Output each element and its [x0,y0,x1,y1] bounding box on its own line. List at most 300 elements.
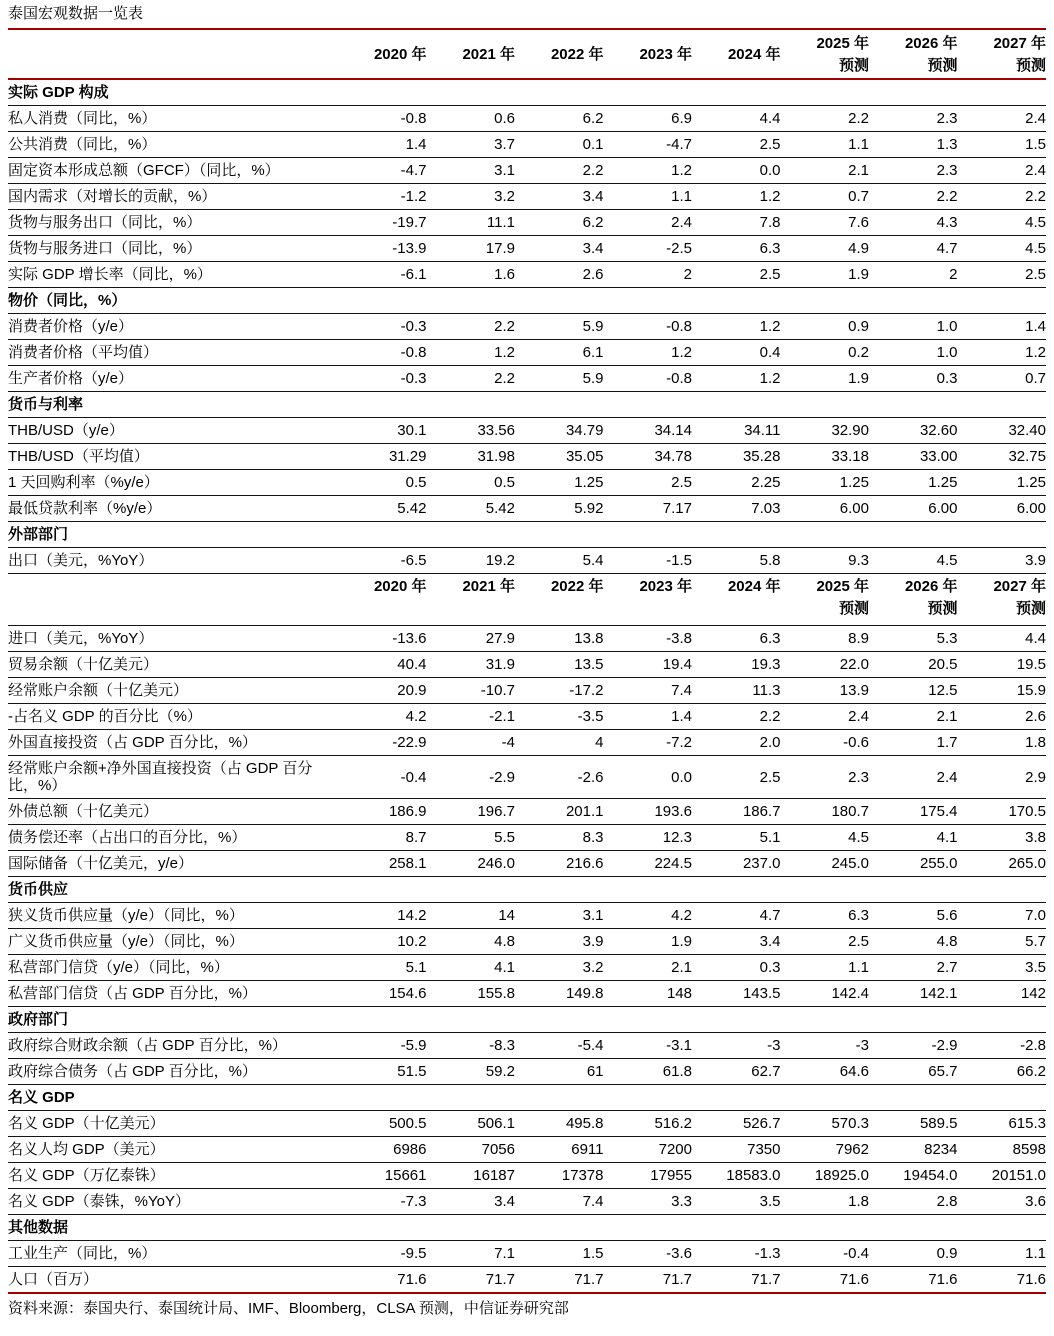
cell-value: -3 [781,1033,870,1059]
section-label: 政府部门 [8,1007,1046,1033]
cell-value: 1.25 [515,470,604,496]
year-label: 2025 年 [816,34,869,52]
year-label: 2022 年 [550,45,604,63]
cell-value: 6911 [515,1137,604,1163]
year-label: 2021 年 [462,45,515,63]
cell-value: 2.3 [869,106,958,132]
cell-value: 1.1 [781,132,870,158]
year-col-header [781,574,870,626]
cell-value: 19.4 [604,652,693,678]
forecast-note: 预测 [927,56,958,74]
row-label: 广义货币供应量（y/e）（同比，%） [8,929,338,955]
cell-value: -1.3 [692,1241,781,1267]
table-row [8,730,1046,756]
section-header-row [8,288,1046,314]
table-row [8,678,1046,704]
cell-value: 30.1 [338,418,427,444]
cell-value: -0.4 [338,756,427,799]
table-row [8,1163,1046,1189]
section-header-row [8,392,1046,418]
cell-value: 196.7 [427,799,516,825]
year-col-header [869,30,958,79]
cell-value: -7.2 [604,730,693,756]
cell-value: 1.5 [515,1241,604,1267]
row-label: 名义 GDP（万亿泰铢） [8,1163,338,1189]
cell-value: 3.4 [515,236,604,262]
cell-value: 1.2 [958,340,1047,366]
corner-cell [8,30,338,79]
cell-value: 6.9 [604,106,693,132]
year-col-header [427,574,516,626]
cell-value: -2.9 [427,756,516,799]
cell-value: 2.1 [604,955,693,981]
cell-value: 4.8 [869,929,958,955]
cell-value: 2.9 [958,756,1047,799]
cell-value: -3.5 [515,704,604,730]
row-label: 贸易余额（十亿美元） [8,652,338,678]
cell-value: 7.17 [604,496,693,522]
row-label: 公共消费（同比，%） [8,132,338,158]
cell-value: -17.2 [515,678,604,704]
cell-value: 1.4 [338,132,427,158]
cell-value: -7.3 [338,1189,427,1215]
section-header-row [8,79,1046,106]
year-col-header [958,574,1047,626]
row-label: 货物与服务进口（同比，%） [8,236,338,262]
year-col-header [692,574,781,626]
cell-value: 7.03 [692,496,781,522]
cell-value: 32.60 [869,418,958,444]
cell-value: 4.2 [604,903,693,929]
table-row [8,626,1046,652]
cell-value: -4.7 [604,132,693,158]
cell-value: 19.2 [427,548,516,574]
cell-value: 2.5 [958,262,1047,288]
cell-value: 5.3 [869,626,958,652]
table-row [8,158,1046,184]
cell-value: 4.5 [869,548,958,574]
cell-value: 34.11 [692,418,781,444]
cell-value: 19.5 [958,652,1047,678]
cell-value: 7.8 [692,210,781,236]
cell-value: 18583.0 [692,1163,781,1189]
table-row [8,470,1046,496]
cell-value: -10.7 [427,678,516,704]
cell-value: 4.1 [869,825,958,851]
cell-value: 1.25 [781,470,870,496]
cell-value: 6.3 [781,903,870,929]
row-label: 消费者价格（平均值） [8,340,338,366]
cell-value: 3.4 [427,1189,516,1215]
row-label: 货物与服务出口（同比，%） [8,210,338,236]
table-row [8,262,1046,288]
cell-value: 3.9 [515,929,604,955]
cell-value: 0.3 [692,955,781,981]
row-label: 政府综合财政余额（占 GDP 百分比，%） [8,1033,338,1059]
cell-value: 4.8 [427,929,516,955]
cell-value: 5.9 [515,366,604,392]
cell-value: 20151.0 [958,1163,1047,1189]
row-label: -占名义 GDP 的百分比（%） [8,704,338,730]
table-row [8,1241,1046,1267]
cell-value: -13.6 [338,626,427,652]
year-label: 2026 年 [904,578,958,595]
cell-value: 5.92 [515,496,604,522]
row-label: 固定资本形成总额（GFCF）（同比，%） [8,158,338,184]
cell-value: 32.40 [958,418,1047,444]
row-label: 出口（美元，%YoY） [8,548,338,574]
cell-value: 2.1 [869,704,958,730]
table-row [8,903,1046,929]
year-label: 2027 年 [993,578,1046,595]
cell-value: 7200 [604,1137,693,1163]
cell-value: 1.9 [604,929,693,955]
cell-value: 33.00 [869,444,958,470]
cell-value: -2.1 [427,704,516,730]
table-row [8,444,1046,470]
cell-value: 32.90 [781,418,870,444]
cell-value: 35.28 [692,444,781,470]
cell-value: 142.4 [781,981,870,1007]
cell-value: 7.4 [604,678,693,704]
cell-value: 34.79 [515,418,604,444]
cell-value: 12.5 [869,678,958,704]
cell-value: 4.7 [869,236,958,262]
cell-value: 62.7 [692,1059,781,1085]
cell-value: 3.4 [515,184,604,210]
cell-value: -6.5 [338,548,427,574]
row-label: 政府综合债务（占 GDP 百分比，%） [8,1059,338,1085]
row-label: THB/USD（y/e） [8,418,338,444]
cell-value: 3.7 [427,132,516,158]
cell-value: 2.2 [692,704,781,730]
cell-value: -13.9 [338,236,427,262]
cell-value: 2.1 [781,158,870,184]
year-label: 2020 年 [373,45,427,63]
cell-value: 201.1 [515,799,604,825]
cell-value: 2.4 [958,158,1047,184]
cell-value: 2.2 [427,314,516,340]
cell-value: 66.2 [958,1059,1047,1085]
cell-value: 51.5 [338,1059,427,1085]
section-label: 货币与利率 [8,392,1046,418]
cell-value: 1.2 [604,340,693,366]
cell-value: 1.4 [958,314,1047,340]
cell-value: 2 [604,262,693,288]
cell-value: 516.2 [604,1111,693,1137]
table-row [8,1059,1046,1085]
cell-value: 6.00 [781,496,870,522]
cell-value: 6.1 [515,340,604,366]
macro-table [8,30,1046,1294]
table-row [8,132,1046,158]
row-label: 经常账户余额+净外国直接投资（占 GDP 百分比，%） [8,756,338,799]
row-label: 最低贷款利率（%y/e） [8,496,338,522]
row-label: 私营部门信贷（占 GDP 百分比，%） [8,981,338,1007]
table-row [8,929,1046,955]
table-row [8,652,1046,678]
cell-value: 506.1 [427,1111,516,1137]
cell-value: 27.9 [427,626,516,652]
cell-value: 143.5 [692,981,781,1007]
cell-value: 19.3 [692,652,781,678]
year-label: 2023 年 [639,45,692,63]
cell-value: 6.2 [515,210,604,236]
cell-value: 4.4 [692,106,781,132]
forecast-note: 预测 [1015,600,1046,617]
cell-value: 570.3 [781,1111,870,1137]
table-row [8,1189,1046,1215]
cell-value: 4.5 [781,825,870,851]
table-row [8,236,1046,262]
cell-value: 61 [515,1059,604,1085]
year-label: 2021 年 [462,578,515,595]
cell-value: 0.3 [869,366,958,392]
cell-value: 6.3 [692,236,781,262]
cell-value: 3.2 [515,955,604,981]
cell-value: 17378 [515,1163,604,1189]
table-row [8,704,1046,730]
cell-value: 2.2 [427,366,516,392]
cell-value: 17.9 [427,236,516,262]
cell-value: 7056 [427,1137,516,1163]
cell-value: 6.00 [958,496,1047,522]
section-label: 物价（同比，%） [8,288,1046,314]
cell-value: 0.6 [427,106,516,132]
cell-value: 142 [958,981,1047,1007]
cell-value: -2.8 [958,1033,1047,1059]
cell-value: 0.7 [781,184,870,210]
cell-value: 71.7 [427,1267,516,1294]
cell-value: 34.14 [604,418,693,444]
cell-value: 8.3 [515,825,604,851]
cell-value: 1.2 [604,158,693,184]
cell-value: 2.5 [692,132,781,158]
table-row [8,799,1046,825]
row-label: 国际储备（十亿美元，y/e） [8,851,338,877]
cell-value: 6.3 [692,626,781,652]
cell-value: 33.18 [781,444,870,470]
cell-value: 1.25 [869,470,958,496]
cell-value: 7.1 [427,1241,516,1267]
year-col-header [869,574,958,626]
cell-value: 4.2 [338,704,427,730]
cell-value: -3.8 [604,626,693,652]
cell-value: 3.9 [958,548,1047,574]
cell-value: 589.5 [869,1111,958,1137]
row-label: 名义 GDP（泰铢，%YoY） [8,1189,338,1215]
cell-value: 1.6 [427,262,516,288]
cell-value: -3.1 [604,1033,693,1059]
cell-value: 216.6 [515,851,604,877]
cell-value: 31.9 [427,652,516,678]
cell-value: 186.9 [338,799,427,825]
cell-value: 32.75 [958,444,1047,470]
row-label: 消费者价格（y/e） [8,314,338,340]
year-col-header [692,30,781,79]
cell-value: 495.8 [515,1111,604,1137]
cell-value: 11.1 [427,210,516,236]
cell-value: 3.2 [427,184,516,210]
table-row [8,366,1046,392]
table-row [8,1111,1046,1137]
year-col-header [515,30,604,79]
row-label: 工业生产（同比，%） [8,1241,338,1267]
table-row [8,981,1046,1007]
cell-value: 31.98 [427,444,516,470]
cell-value: -3.6 [604,1241,693,1267]
cell-value: 2.5 [781,929,870,955]
table-row [8,418,1046,444]
year-label: 2025 年 [816,578,869,595]
cell-value: 15661 [338,1163,427,1189]
year-col-header [338,30,427,79]
cell-value: 2.4 [869,756,958,799]
cell-value: 5.42 [338,496,427,522]
page-title: 泰国宏观数据一览表 [8,3,1046,30]
section-header-row [8,1085,1046,1111]
cell-value: 2.2 [781,106,870,132]
cell-value: 615.3 [958,1111,1047,1137]
cell-value: 1.4 [604,704,693,730]
cell-value: 5.9 [515,314,604,340]
cell-value: 33.56 [427,418,516,444]
cell-value: 0.9 [781,314,870,340]
year-col-header [604,574,693,626]
cell-value: 2.8 [869,1189,958,1215]
cell-value: -0.4 [781,1241,870,1267]
cell-value: -1.2 [338,184,427,210]
section-label: 外部部门 [8,522,1046,548]
cell-value: -22.9 [338,730,427,756]
cell-value: 175.4 [869,799,958,825]
cell-value: 3.5 [692,1189,781,1215]
cell-value: 16187 [427,1163,516,1189]
corner-cell [8,574,338,626]
section-label: 实际 GDP 构成 [8,79,1046,106]
cell-value: 0.0 [692,158,781,184]
section-header-row [8,522,1046,548]
cell-value: -0.3 [338,366,427,392]
year-label: 2024 年 [727,578,781,595]
cell-value: -6.1 [338,262,427,288]
row-label: 名义人均 GDP（美元） [8,1137,338,1163]
cell-value: 13.5 [515,652,604,678]
row-label: THB/USD（平均值） [8,444,338,470]
cell-value: 7.0 [958,903,1047,929]
cell-value: 2.4 [781,704,870,730]
cell-value: 1.0 [869,340,958,366]
cell-value: 2.4 [958,106,1047,132]
cell-value: 2.0 [692,730,781,756]
cell-value: 8.7 [338,825,427,851]
year-col-header [781,30,870,79]
cell-value: 193.6 [604,799,693,825]
cell-value: 2.3 [869,158,958,184]
cell-value: 17955 [604,1163,693,1189]
cell-value: 10.2 [338,929,427,955]
row-label: 债务偿还率（占出口的百分比，%） [8,825,338,851]
year-col-header [338,574,427,626]
cell-value: 1.8 [781,1189,870,1215]
cell-value: 71.6 [781,1267,870,1294]
cell-value: 3.4 [692,929,781,955]
cell-value: 19454.0 [869,1163,958,1189]
row-label: 狭义货币供应量（y/e）（同比，%） [8,903,338,929]
year-col-header [427,30,516,79]
year-label: 2026 年 [904,34,958,52]
table-row [8,340,1046,366]
cell-value: 9.3 [781,548,870,574]
cell-value: 7.4 [515,1189,604,1215]
table-body [8,79,1046,1293]
cell-value: 31.29 [338,444,427,470]
cell-value: 2.6 [958,704,1047,730]
cell-value: 13.9 [781,678,870,704]
cell-value: 265.0 [958,851,1047,877]
table-row [8,210,1046,236]
forecast-note: 预测 [838,56,869,74]
forecast-note: 预测 [1015,56,1046,74]
cell-value: 237.0 [692,851,781,877]
cell-value: 148 [604,981,693,1007]
cell-value: 7350 [692,1137,781,1163]
cell-value: 4.5 [958,236,1047,262]
cell-value: 2.25 [692,470,781,496]
cell-value: -0.8 [604,366,693,392]
cell-value: 15.9 [958,678,1047,704]
cell-value: 59.2 [427,1059,516,1085]
table-row [8,955,1046,981]
cell-value: 3.8 [958,825,1047,851]
row-label: 私营部门信贷（y/e）（同比，%） [8,955,338,981]
row-label: 名义 GDP（十亿美元） [8,1111,338,1137]
cell-value: 7962 [781,1137,870,1163]
cell-value: 71.7 [604,1267,693,1294]
cell-value: 20.9 [338,678,427,704]
table-row [8,756,1046,799]
cell-value: 3.5 [958,955,1047,981]
year-col-header [604,30,693,79]
cell-value: 246.0 [427,851,516,877]
table-row [8,1033,1046,1059]
cell-value: -0.6 [781,730,870,756]
source-note: 资料来源：泰国央行、泰国统计局、IMF、Bloomberg，CLSA 预测，中信证券研究部 [8,1300,569,1317]
cell-value: 65.7 [869,1059,958,1085]
cell-value: 1.2 [692,314,781,340]
year-header-row [8,30,1046,79]
cell-value: 71.6 [869,1267,958,1294]
cell-value: -0.3 [338,314,427,340]
cell-value: 2.2 [515,158,604,184]
cell-value: 149.8 [515,981,604,1007]
cell-value: 2.7 [869,955,958,981]
cell-value: 0.5 [427,470,516,496]
cell-value: 500.5 [338,1111,427,1137]
cell-value: 11.3 [692,678,781,704]
cell-value: 1.5 [958,132,1047,158]
forecast-note: 预测 [927,600,958,617]
cell-value: 2.3 [781,756,870,799]
cell-value: 0.9 [869,1241,958,1267]
year-label: 2020 年 [373,578,427,595]
cell-value: 255.0 [869,851,958,877]
cell-value: 7.6 [781,210,870,236]
cell-value: 1.9 [781,262,870,288]
cell-value: 1.0 [869,314,958,340]
row-label: 进口（美元，%YoY） [8,626,338,652]
cell-value: 1.2 [692,184,781,210]
